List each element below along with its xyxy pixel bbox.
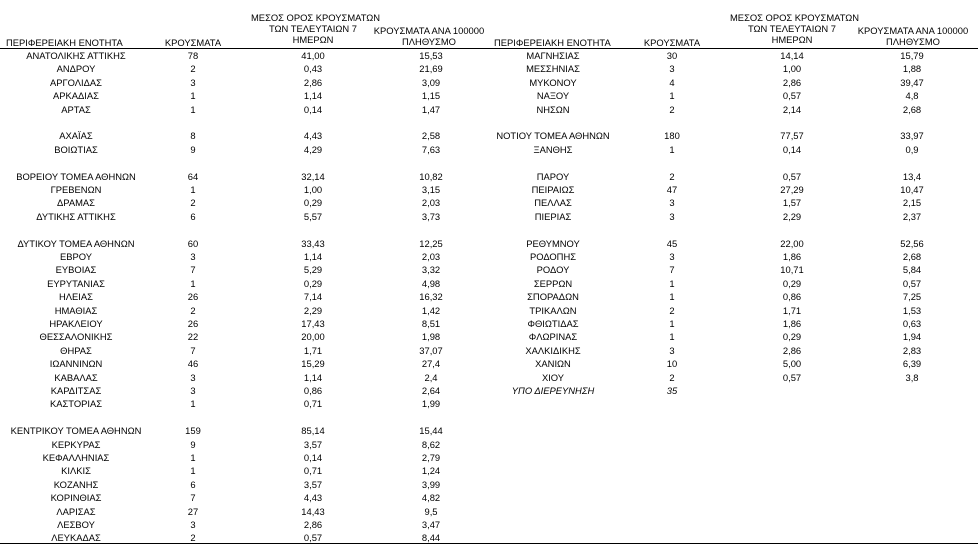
cases-cell: 27	[187, 505, 199, 517]
avg-cell: 5,29	[303, 264, 323, 276]
per100k-cell: 3,32	[421, 264, 441, 276]
avg-cell: 22,00	[780, 237, 804, 249]
right-header-avg	[730, 12, 860, 45]
avg-cell: 0,29	[782, 277, 802, 289]
per100k-cell: 3,8	[905, 371, 919, 383]
cases-cell: 26	[187, 291, 199, 303]
avg-cell: 4,43	[303, 492, 323, 504]
cases-cell: 1	[669, 90, 675, 102]
cases-cell: 9	[190, 438, 196, 450]
region-cell: ΛΕΣΒΟΥ	[57, 519, 95, 530]
region-cell: ΡΟΔΟΠΗΣ	[529, 251, 577, 262]
per100k-cell: 3,15	[421, 184, 441, 195]
region-cell: ΞΑΝΘΗΣ	[533, 143, 573, 155]
per100k-cell: 10,82	[419, 170, 443, 182]
per100k-cell: 4,82	[421, 492, 441, 504]
avg-cell: 0,57	[782, 90, 802, 102]
per100k-cell: 1,94	[902, 331, 922, 343]
region-cell: ΚΑΒΑΛΑΣ	[54, 371, 98, 383]
per100k-cell: 12,25	[419, 237, 443, 249]
left-header-avg	[251, 12, 381, 45]
avg-cell: 5,00	[782, 358, 802, 370]
left-header-per100k-line2: ΠΛΗΘΥΣΜΟ	[402, 36, 456, 47]
per100k-cell: 4,8	[905, 90, 919, 102]
per100k-cell: 2,03	[421, 251, 441, 262]
per100k-cell: 3,09	[421, 76, 441, 88]
cases-cell: 1	[190, 452, 196, 463]
region-cell: ΔΥΤΙΚΟΥ ΤΟΜΕΑ ΑΘΗΝΩΝ	[17, 237, 135, 249]
region-cell: ΒΟΙΩΤΙΑΣ	[54, 143, 98, 155]
cases-cell: 7	[669, 264, 675, 276]
cases-cell: 159	[185, 425, 201, 437]
per100k-cell: 6,39	[902, 358, 922, 370]
avg-cell: 1,00	[782, 63, 802, 75]
cases-cell: 3	[669, 63, 675, 75]
cases-cell: 3	[669, 197, 675, 209]
avg-cell: 0,14	[303, 103, 323, 115]
bottom-separator	[0, 543, 978, 544]
cases-cell: 3	[669, 251, 675, 262]
per100k-cell: 15,79	[900, 50, 924, 61]
per100k-cell: 3,47	[421, 519, 441, 530]
region-cell: ΔΡΑΜΑΣ	[57, 197, 95, 209]
left-header-per100k-line1: ΚΡΟΥΣΜΑΤΑ ΑΝΑ 100000	[373, 25, 485, 36]
per100k-cell: 4,98	[421, 277, 441, 289]
avg-cell: 0,29	[782, 331, 802, 343]
header-separator	[0, 48, 978, 49]
region-cell: ΝΗΣΩΝ	[536, 103, 570, 115]
per100k-cell: 8,44	[421, 532, 441, 544]
avg-cell: 77,57	[780, 130, 804, 142]
region-cell: ΝΑΞΟΥ	[536, 90, 570, 102]
region-cell: ΕΥΒΟΙΑΣ	[55, 264, 97, 276]
right-header-avg-line2: ΤΩΝ ΤΕΛΕΥΤΑΙΩΝ 7	[747, 23, 836, 34]
region-cell: ΣΕΡΡΩΝ	[533, 277, 573, 289]
per100k-cell: 1,99	[421, 398, 441, 410]
per100k-cell: 5,84	[902, 264, 922, 276]
left-header-region: ΠΕΡΙΦΕΡΕΙΑΚΗ ΕΝΟΤΗΤΑ	[6, 37, 123, 48]
per100k-cell: 2,83	[902, 344, 922, 356]
cases-cell: 2	[669, 170, 675, 182]
region-cell: ΚΑΣΤΟΡΙΑΣ	[49, 398, 103, 410]
cases-cell: 1	[190, 398, 196, 410]
left-header-avg-line2: ΤΩΝ ΤΕΛΕΥΤΑΙΩΝ 7	[268, 23, 357, 34]
cases-cell: 3	[190, 519, 196, 530]
region-cell: ΑΡΚΑΔΙΑΣ	[53, 90, 99, 102]
per100k-cell: 0,9	[905, 143, 919, 155]
per100k-cell: 1,53	[902, 304, 922, 316]
region-cell: ΡΟΔΟΥ	[536, 264, 570, 276]
avg-cell: 4,43	[303, 130, 323, 142]
avg-cell: 32,14	[301, 170, 325, 182]
cases-cell: 60	[187, 237, 199, 249]
per100k-cell: 9,5	[424, 505, 438, 517]
per100k-cell: 0,57	[902, 277, 922, 289]
cases-cell: 3	[190, 371, 196, 383]
avg-cell: 1,14	[303, 251, 323, 262]
region-cell: ΚΙΛΚΙΣ	[61, 465, 91, 477]
per100k-cell: 2,79	[421, 452, 441, 463]
cases-cell: 3	[190, 251, 196, 262]
avg-cell: 15,29	[301, 358, 325, 370]
avg-cell: 2,86	[303, 76, 323, 88]
cases-cell: 64	[187, 170, 199, 182]
cases-cell: 2	[190, 63, 196, 75]
avg-cell: 0,57	[303, 532, 323, 544]
region-cell: ΚΟΡΙΝΘΙΑΣ	[50, 492, 102, 504]
cases-cell: 8	[190, 130, 196, 142]
cases-cell: 1	[190, 465, 196, 477]
cases-cell: 2	[190, 304, 196, 316]
per100k-cell: 2,37	[902, 210, 922, 222]
cases-cell: 26	[187, 318, 199, 329]
region-cell: ΙΩΑΝΝΙΝΩΝ	[49, 358, 103, 370]
right-header-cases: ΚΡΟΥΣΜΑΤΑ	[643, 37, 701, 48]
avg-cell: 2,86	[782, 344, 802, 356]
avg-cell: 0,86	[303, 385, 323, 396]
right-header-per100k-line2: ΠΛΗΘΥΣΜΟ	[886, 36, 940, 47]
avg-cell: 0,43	[303, 63, 323, 75]
per100k-cell: 7,25	[902, 291, 922, 303]
avg-cell: 0,86	[782, 291, 802, 303]
per100k-cell: 2,4	[424, 371, 438, 383]
per100k-cell: 1,98	[421, 331, 441, 343]
region-cell: ΜΥΚΟΝΟΥ	[529, 76, 577, 88]
region-cell: ΒΟΡΕΙΟΥ ΤΟΜΕΑ ΑΘΗΝΩΝ	[16, 170, 136, 182]
avg-cell: 1,71	[782, 304, 802, 316]
per100k-cell: 8,62	[421, 438, 441, 450]
avg-cell: 2,29	[782, 210, 802, 222]
cases-cell: 6	[190, 478, 196, 490]
region-cell: ΠΕΙΡΑΙΩΣ	[531, 184, 575, 195]
region-cell: ΠΙΕΡΙΑΣ	[534, 210, 572, 222]
cases-cell: 7	[190, 344, 196, 356]
right-header-avg-line3: ΗΜΕΡΩΝ	[771, 34, 813, 45]
per100k-cell: 2,64	[421, 385, 441, 396]
cases-cell: 2	[669, 103, 675, 115]
per100k-cell: 1,42	[421, 304, 441, 316]
avg-cell: 0,71	[303, 398, 323, 410]
per100k-cell: 2,03	[421, 197, 441, 209]
avg-cell: 14,43	[301, 505, 325, 517]
per100k-cell: 10,47	[900, 184, 924, 195]
per100k-cell: 27,4	[421, 358, 441, 370]
cases-cell: 4	[669, 76, 675, 88]
cases-cell: 47	[666, 184, 678, 195]
avg-cell: 1,86	[782, 318, 802, 329]
cases-cell: 1	[669, 318, 675, 329]
right-header-per100k-line1: ΚΡΟΥΣΜΑΤΑ ΑΝΑ 100000	[857, 25, 969, 36]
per100k-cell: 7,63	[421, 143, 441, 155]
cases-cell: 45	[666, 237, 678, 249]
region-cell: ΘΕΣΣΑΛΟΝΙΚΗΣ	[39, 331, 113, 343]
per100k-cell: 21,69	[419, 63, 443, 75]
region-cell: ΚΕΦΑΛΛΗΝΙΑΣ	[42, 452, 110, 463]
cases-cell: 6	[190, 210, 196, 222]
cases-cell: 1	[669, 331, 675, 343]
region-cell: ΚΕΝΤΡΙΚΟΥ ΤΟΜΕΑ ΑΘΗΝΩΝ	[10, 425, 142, 437]
per100k-cell: 1,88	[902, 63, 922, 75]
avg-cell: 10,71	[780, 264, 804, 276]
avg-cell: 2,29	[303, 304, 323, 316]
avg-cell: 41,00	[301, 50, 325, 61]
region-cell: ΗΛΕΙΑΣ	[59, 291, 93, 303]
cases-cell: 1	[669, 143, 675, 155]
cases-cell: 3	[190, 385, 196, 396]
cases-cell: 3	[190, 76, 196, 88]
per100k-cell: 2,58	[421, 130, 441, 142]
region-cell: ΑΡΓΟΛΙΔΑΣ	[50, 76, 102, 88]
cases-cell: 1	[190, 184, 196, 195]
per100k-cell: 2,15	[902, 197, 922, 209]
region-cell: ΦΛΩΡΙΝΑΣ	[528, 331, 578, 343]
avg-cell: 1,86	[782, 251, 802, 262]
cases-cell: 10	[666, 358, 678, 370]
region-cell: ΧΑΝΙΩΝ	[535, 358, 571, 370]
avg-cell: 0,29	[303, 277, 323, 289]
avg-cell: 1,57	[782, 197, 802, 209]
cases-cell: 1	[190, 103, 196, 115]
region-cell: ΕΥΡΥΤΑΝΙΑΣ	[47, 277, 105, 289]
region-cell: ΤΡΙΚΑΛΩΝ	[529, 304, 577, 316]
avg-cell: 7,14	[303, 291, 323, 303]
avg-cell: 0,14	[303, 452, 323, 463]
cases-cell: 1	[669, 277, 675, 289]
per100k-cell: 1,15	[421, 90, 441, 102]
region-cell: ΑΝΔΡΟΥ	[56, 63, 96, 75]
per100k-cell: 37,07	[419, 344, 443, 356]
region-cell: ΗΡΑΚΛΕΙΟΥ	[49, 318, 103, 329]
right-header-per100k	[852, 25, 974, 47]
avg-cell: 0,29	[303, 197, 323, 209]
cases-cell: 22	[187, 331, 199, 343]
avg-cell: 2,86	[782, 76, 802, 88]
region-cell: ΜΑΓΝΗΣΙΑΣ	[526, 50, 580, 61]
region-cell: ΛΑΡΙΣΑΣ	[56, 505, 96, 517]
cases-cell: 9	[190, 143, 196, 155]
cases-cell: 2	[669, 371, 675, 383]
region-cell: ΗΜΑΘΙΑΣ	[54, 304, 98, 316]
avg-cell: 33,43	[301, 237, 325, 249]
per100k-cell: 33,97	[900, 130, 924, 142]
cases-cell: 2	[669, 304, 675, 316]
per100k-cell: 3,99	[421, 478, 441, 490]
region-cell: ΚΕΡΚΥΡΑΣ	[51, 438, 101, 450]
per100k-cell: 16,32	[419, 291, 443, 303]
region-cell: ΑΝΑΤΟΛΙΚΗΣ ΑΤΤΙΚΗΣ	[26, 50, 126, 61]
avg-cell: 27,29	[780, 184, 804, 195]
avg-cell: 2,86	[303, 519, 323, 530]
avg-cell: 3,57	[303, 438, 323, 450]
region-cell: ΛΕΥΚΑΔΑΣ	[51, 532, 101, 544]
region-cell: ΜΕΣΣΗΝΙΑΣ	[526, 63, 580, 75]
region-cell: ΕΒΡΟΥ	[59, 251, 93, 262]
cases-cell: 35	[666, 385, 678, 396]
avg-cell: 0,14	[782, 143, 802, 155]
region-cell: ΠΑΡΟΥ	[536, 170, 570, 182]
per100k-cell: 2,68	[902, 103, 922, 115]
region-cell: ΚΑΡΔΙΤΣΑΣ	[50, 385, 102, 396]
region-cell: ΥΠΟ ΔΙΕΡΕΥΝΗΣΗ	[511, 385, 595, 396]
cases-cell: 180	[664, 130, 680, 142]
cases-cell: 2	[190, 532, 196, 544]
right-header-avg-line1: ΜΕΣΟΣ ΟΡΟΣ ΚΡΟΥΣΜΑΤΩΝ	[730, 12, 860, 23]
avg-cell: 0,71	[303, 465, 323, 477]
per100k-cell: 15,53	[419, 50, 443, 61]
cases-cell: 78	[187, 50, 199, 61]
cases-cell: 2	[190, 197, 196, 209]
per100k-cell: 1,24	[421, 465, 441, 477]
avg-cell: 1,14	[303, 90, 323, 102]
cases-cell: 3	[669, 344, 675, 356]
avg-cell: 4,29	[303, 143, 323, 155]
avg-cell: 1,71	[303, 344, 323, 356]
cases-cell: 1	[190, 90, 196, 102]
per100k-cell: 3,73	[421, 210, 441, 222]
per100k-cell: 39,47	[900, 76, 924, 88]
cases-cell: 7	[190, 492, 196, 504]
region-cell: ΑΡΤΑΣ	[61, 103, 91, 115]
per100k-cell: 13,4	[902, 170, 922, 182]
avg-cell: 1,14	[303, 371, 323, 383]
avg-cell: 3,57	[303, 478, 323, 490]
left-header-per100k	[371, 25, 487, 47]
avg-cell: 1,00	[303, 184, 323, 195]
left-header-avg-line3: ΗΜΕΡΩΝ	[292, 34, 334, 45]
region-cell: ΦΘΙΩΤΙΔΑΣ	[527, 318, 579, 329]
avg-cell: 14,14	[780, 50, 804, 61]
left-header-avg-line1: ΜΕΣΟΣ ΟΡΟΣ ΚΡΟΥΣΜΑΤΩΝ	[251, 12, 381, 23]
region-cell: ΧΙΟΥ	[541, 371, 565, 383]
avg-cell: 2,14	[782, 103, 802, 115]
cases-cell: 30	[666, 50, 678, 61]
region-cell: ΑΧΑΪΑΣ	[59, 130, 93, 142]
region-cell: ΓΡΕΒΕΝΩΝ	[50, 184, 102, 195]
region-cell: ΠΕΛΛΑΣ	[534, 197, 572, 209]
per100k-cell: 52,56	[900, 237, 924, 249]
per100k-cell: 8,51	[421, 318, 441, 329]
avg-cell: 85,14	[301, 425, 325, 437]
avg-cell: 5,57	[303, 210, 323, 222]
per100k-cell: 15,44	[419, 425, 443, 437]
cases-cell: 46	[187, 358, 199, 370]
per100k-cell: 2,68	[902, 251, 922, 262]
region-cell: ΝΟΤΙΟΥ ΤΟΜΕΑ ΑΘΗΝΩΝ	[496, 130, 610, 142]
region-cell: ΚΟΖΑΝΗΣ	[53, 478, 99, 490]
region-cell: ΧΑΛΚΙΔΙΚΗΣ	[525, 344, 581, 356]
cases-cell: 1	[190, 277, 196, 289]
cases-cell: 7	[190, 264, 196, 276]
avg-cell: 0,57	[782, 170, 802, 182]
region-cell: ΘΗΡΑΣ	[60, 344, 92, 356]
cases-cell: 1	[669, 291, 675, 303]
right-header-region: ΠΕΡΙΦΕΡΕΙΑΚΗ ΕΝΟΤΗΤΑ	[494, 37, 611, 48]
avg-cell: 0,57	[782, 371, 802, 383]
region-cell: ΡΕΘΥΜΝΟΥ	[526, 237, 580, 249]
region-cell: ΣΠΟΡΑΔΩΝ	[527, 291, 579, 303]
region-cell: ΔΥΤΙΚΗΣ ΑΤΤΙΚΗΣ	[36, 210, 116, 222]
avg-cell: 20,00	[301, 331, 325, 343]
cases-cell: 3	[669, 210, 675, 222]
per100k-cell: 1,47	[421, 103, 441, 115]
left-header-cases: ΚΡΟΥΣΜΑΤΑ	[164, 37, 222, 48]
avg-cell: 17,43	[301, 318, 325, 329]
per100k-cell: 0,63	[902, 318, 922, 329]
